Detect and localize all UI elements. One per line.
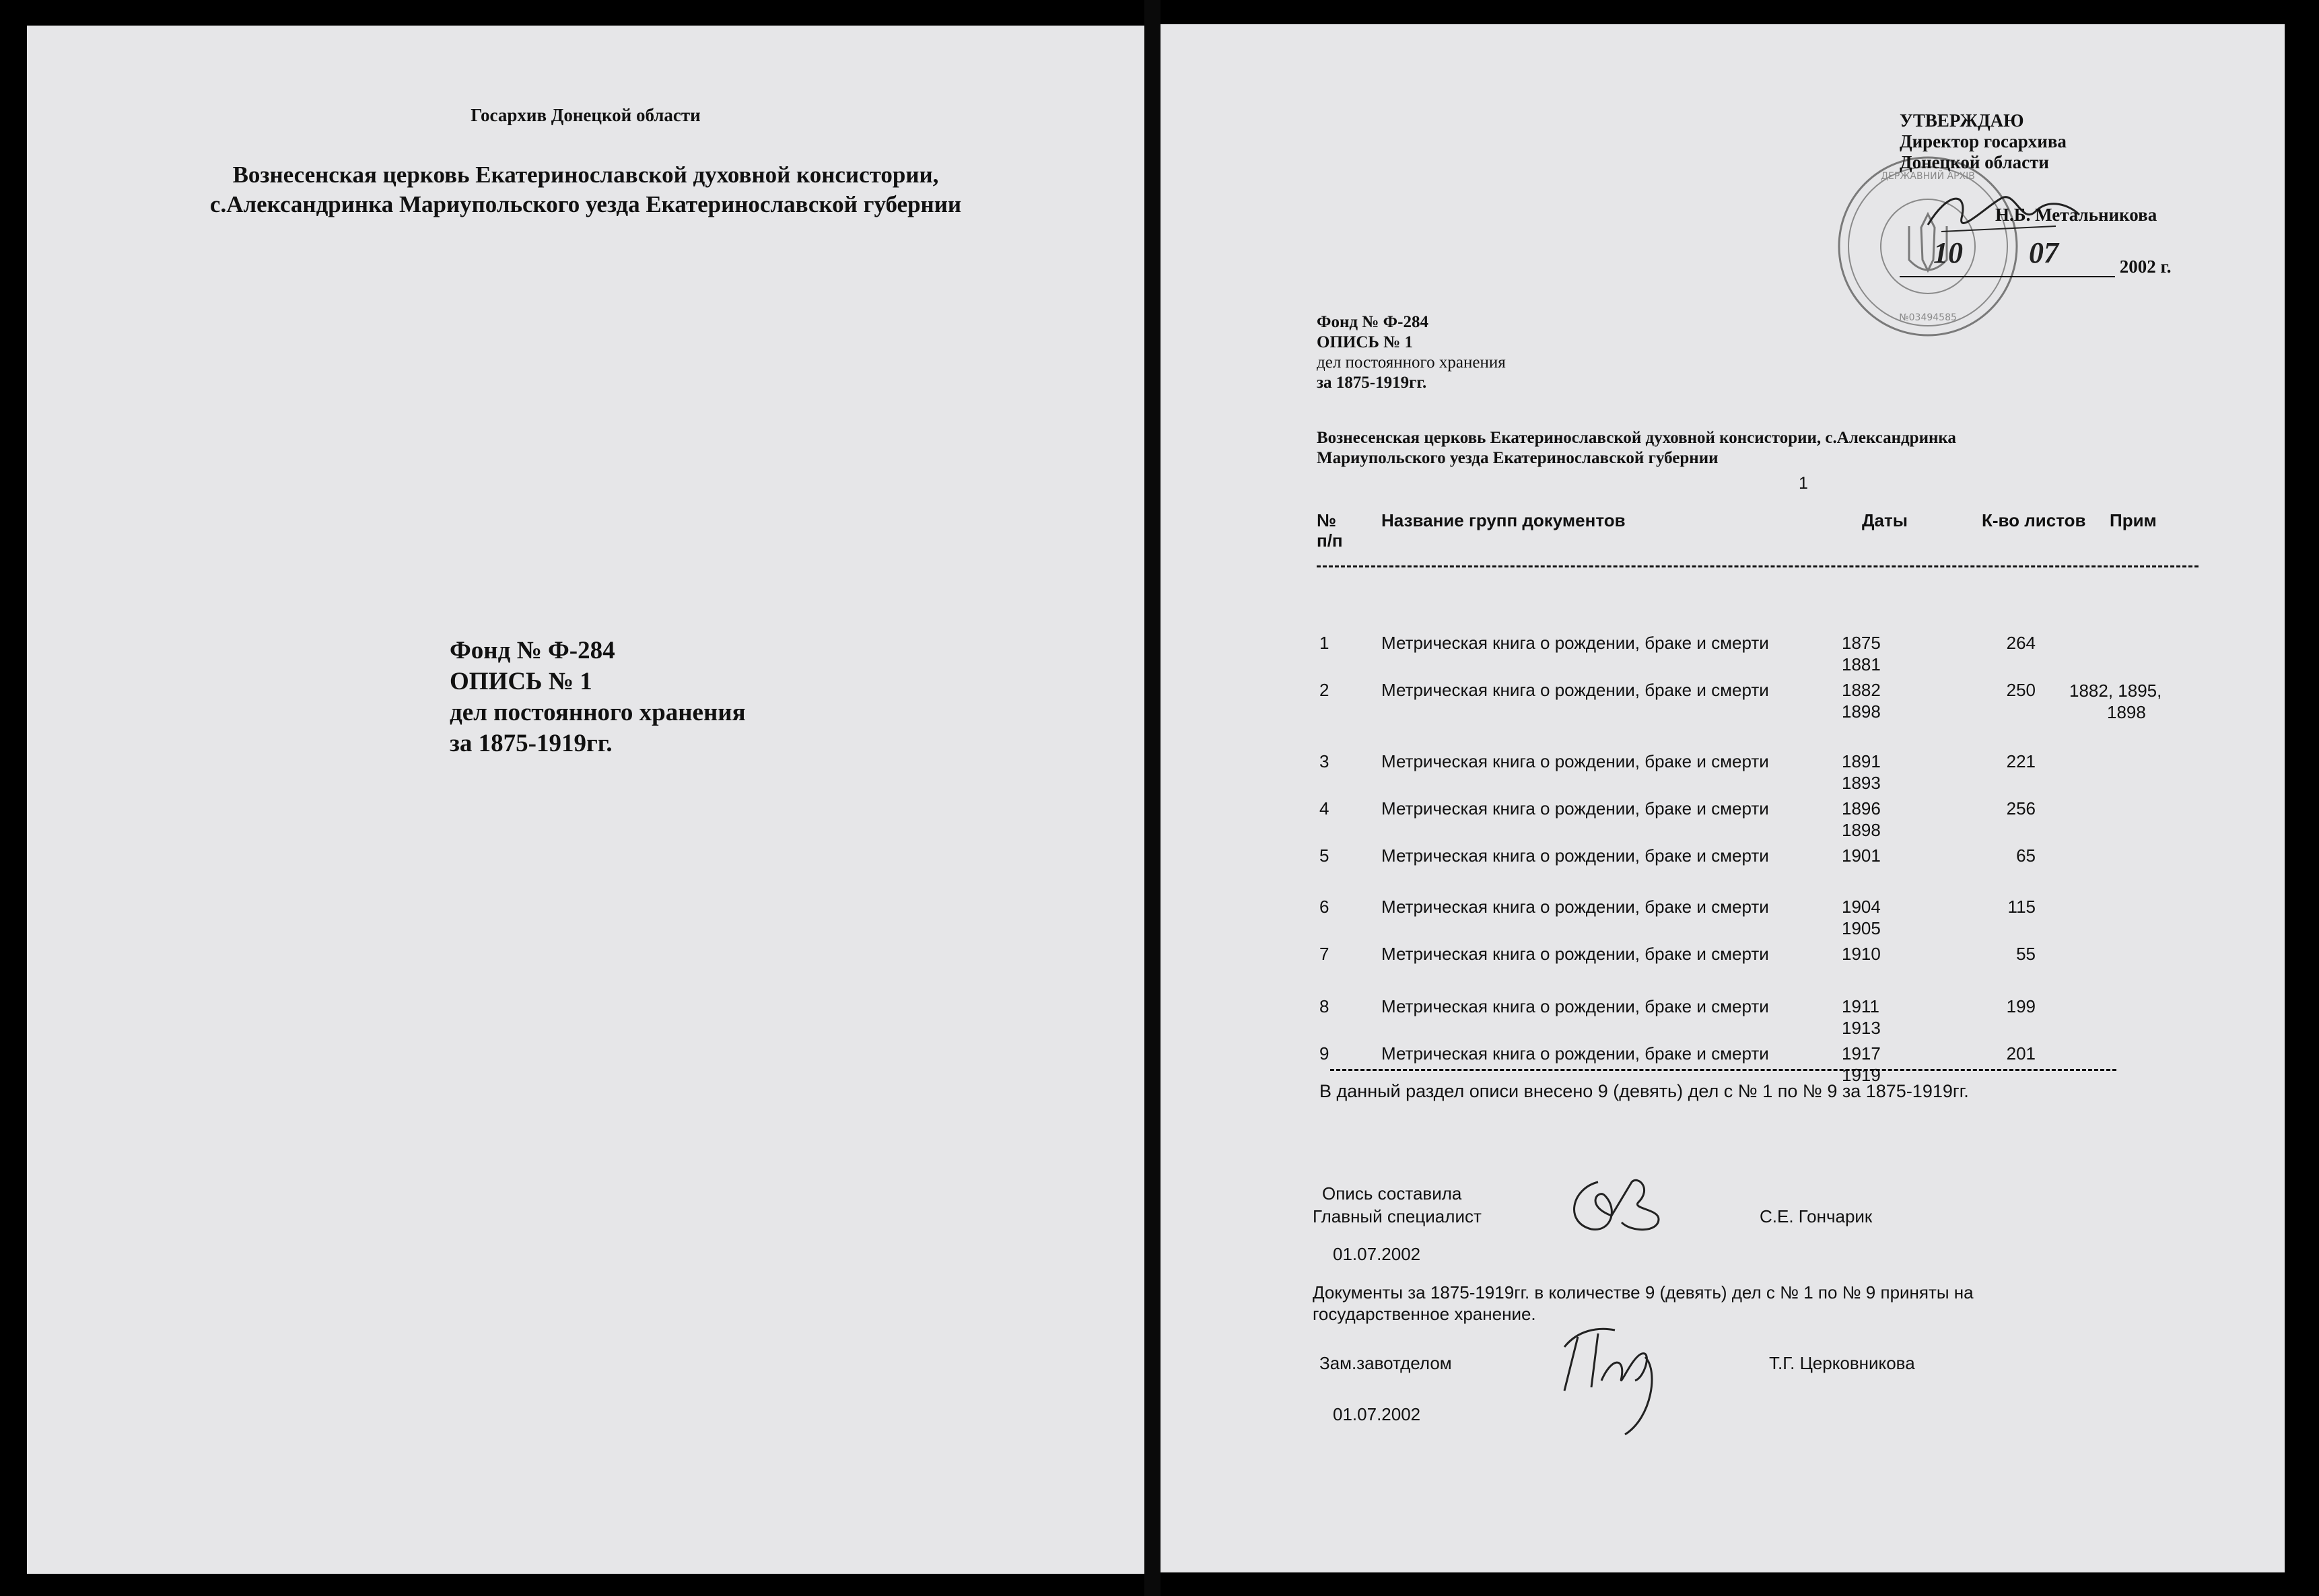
row-note-line-2: 1898 bbox=[2107, 702, 2146, 722]
header-group-name: Название групп документов bbox=[1381, 510, 1626, 530]
fond-number-right: Фонд № Ф-284 bbox=[1317, 313, 1428, 331]
acceptance-line-2: государственное хранение. bbox=[1313, 1304, 1536, 1324]
church-title-right bbox=[1317, 428, 1956, 469]
table-row bbox=[1161, 944, 2285, 998]
header-dates: Даты bbox=[1862, 510, 1908, 530]
table-row bbox=[1161, 845, 2285, 899]
row-number: 1 bbox=[1319, 633, 1329, 653]
row-number: 5 bbox=[1319, 845, 1329, 866]
compiled-by-role: Главный специалист bbox=[1313, 1206, 1482, 1226]
storage-type: дел постоянного хранения bbox=[450, 699, 746, 726]
header-number-line-1: № bbox=[1317, 510, 1336, 530]
compiled-date: 01.07.2002 bbox=[1333, 1244, 1421, 1264]
row-date-start: 1882 bbox=[1842, 680, 1881, 700]
archive-name: Госархив Донецкой области bbox=[471, 105, 701, 125]
date-underline bbox=[1900, 236, 2115, 277]
table-row bbox=[1161, 897, 2285, 950]
fond-block bbox=[450, 635, 746, 759]
archive-seal-stamp bbox=[1834, 152, 2022, 341]
compiler-signature bbox=[1558, 1169, 1665, 1243]
row-date-start: 1910 bbox=[1842, 944, 1881, 964]
table-row bbox=[1161, 751, 2285, 805]
row-sheet-count: 256 bbox=[2006, 798, 2036, 819]
table-row bbox=[1161, 680, 2285, 734]
compiled-by-name: С.Е. Гончарик bbox=[1760, 1206, 1873, 1226]
approval-date bbox=[1900, 236, 2172, 277]
row-sheet-count: 201 bbox=[2006, 1043, 2036, 1064]
row-date-start: 1891 bbox=[1842, 751, 1881, 771]
header-note: Прим bbox=[2110, 510, 2157, 530]
church-title-line-2: с.Александринка Мариупольского уезда Екатеринославской губернии bbox=[209, 191, 962, 217]
approval-block bbox=[1900, 110, 2067, 173]
svg-text:№03494585: №03494585 bbox=[1899, 312, 1957, 323]
row-sheet-count: 55 bbox=[2016, 944, 2036, 964]
deputy-signature bbox=[1551, 1317, 1672, 1445]
director-name: Н.Б. Метальникова bbox=[1995, 205, 2157, 225]
date-year: 2002 г. bbox=[2119, 256, 2172, 277]
period-right: за 1875-1919гг. bbox=[1317, 374, 1427, 392]
header-number-line-2: п/п bbox=[1317, 530, 1343, 551]
row-sheet-count: 199 bbox=[2006, 996, 2036, 1016]
row-number: 8 bbox=[1319, 996, 1329, 1016]
fond-block-right bbox=[1317, 312, 1506, 393]
date-month: 07 bbox=[2029, 236, 2058, 269]
row-date-end: 1905 bbox=[1842, 918, 1881, 938]
row-date-start: 1917 bbox=[1842, 1043, 1881, 1064]
period: за 1875-1919гг. bbox=[450, 730, 613, 757]
header-number bbox=[1317, 510, 1343, 551]
row-number: 9 bbox=[1319, 1043, 1329, 1064]
storage-type-right: дел постоянного хранения bbox=[1317, 353, 1506, 372]
fond-number: Фонд № Ф-284 bbox=[450, 637, 615, 664]
deputy-name: Т.Г. Церковникова bbox=[1769, 1353, 1915, 1373]
church-title bbox=[27, 160, 1144, 219]
left-title-page bbox=[27, 26, 1144, 1574]
date-day: 10 bbox=[1933, 236, 1963, 269]
row-number: 7 bbox=[1319, 944, 1329, 964]
row-doc-name: Метрическая книга о рождении, браке и смерти bbox=[1381, 996, 1769, 1016]
director-title-1: Директор госархива bbox=[1900, 131, 2067, 151]
row-doc-name: Метрическая книга о рождении, браке и смерти bbox=[1381, 845, 1769, 866]
row-doc-name: Метрическая книга о рождении, браке и смерти bbox=[1381, 897, 1769, 917]
table-row bbox=[1161, 996, 2285, 1050]
row-date-end: 1898 bbox=[1842, 820, 1881, 840]
deputy-date: 01.07.2002 bbox=[1333, 1404, 1421, 1424]
row-date-end: 1913 bbox=[1842, 1018, 1881, 1038]
table-top-rule bbox=[1317, 565, 2199, 567]
right-inventory-page bbox=[1161, 24, 2285, 1572]
row-doc-name: Метрическая книга о рождении, браке и смерти bbox=[1381, 944, 1769, 964]
table-row bbox=[1161, 798, 2285, 852]
acceptance-line-1: Документы за 1875-1919гг. в количестве 9 (девять) дел с № 1 по № 9 приняты на bbox=[1313, 1282, 1974, 1303]
row-note bbox=[2069, 680, 2161, 723]
table-row bbox=[1161, 633, 2285, 687]
compiled-by-title: Опись составила bbox=[1322, 1183, 1462, 1204]
row-date-start: 1875 bbox=[1842, 633, 1881, 653]
book-spine bbox=[1144, 0, 1161, 1596]
row-sheet-count: 221 bbox=[2006, 751, 2036, 771]
svg-text:ДЕРЖАВНИЙ АРХІВ: ДЕРЖАВНИЙ АРХІВ bbox=[1881, 171, 1975, 182]
director-title-2: Донецкой области bbox=[1900, 152, 2049, 172]
opis-number-right: ОПИСЬ № 1 bbox=[1317, 333, 1414, 351]
row-date-end: 1919 bbox=[1842, 1065, 1881, 1085]
row-number: 2 bbox=[1319, 680, 1329, 700]
approve-heading: УТВЕРЖДАЮ bbox=[1900, 110, 2024, 131]
row-date-end: 1881 bbox=[1842, 654, 1881, 674]
row-date-start: 1901 bbox=[1842, 845, 1881, 866]
row-doc-name: Метрическая книга о рождении, браке и смерти bbox=[1381, 751, 1769, 771]
summary-statement: В данный раздел описи внесено 9 (девять) дел с № 1 по № 9 за 1875-1919гг. bbox=[1319, 1081, 1969, 1101]
row-note-line-1: 1882, 1895, bbox=[2069, 681, 2162, 701]
header-sheet-count: К-во листов bbox=[1982, 510, 2086, 530]
row-doc-name: Метрическая книга о рождении, браке и смерти bbox=[1381, 1043, 1769, 1064]
row-sheet-count: 264 bbox=[2006, 633, 2036, 653]
row-date-start: 1904 bbox=[1842, 897, 1881, 917]
church-title-right-line-2: Мариупольского уезда Екатеринославской губернии bbox=[1317, 449, 1719, 467]
row-number: 4 bbox=[1319, 798, 1329, 819]
row-date-end: 1893 bbox=[1842, 773, 1881, 793]
church-title-line-1: Вознесенская церковь Екатеринославской духовной консистории, bbox=[232, 162, 939, 188]
row-sheet-count: 250 bbox=[2006, 680, 2036, 700]
opis-number: ОПИСЬ № 1 bbox=[450, 668, 592, 695]
page-number: 1 bbox=[1799, 474, 1808, 493]
row-doc-name: Метрическая книга о рождении, браке и смерти bbox=[1381, 680, 1769, 700]
church-title-right-line-1: Вознесенская церковь Екатеринославской духовной консистории, с.Александринка bbox=[1317, 429, 1956, 447]
row-date-start: 1896 bbox=[1842, 798, 1881, 819]
row-date-start: 1911 bbox=[1842, 996, 1879, 1016]
row-sheet-count: 65 bbox=[2016, 845, 2036, 866]
row-doc-name: Метрическая книга о рождении, браке и смерти bbox=[1381, 798, 1769, 819]
row-date-end: 1898 bbox=[1842, 701, 1881, 722]
row-number: 6 bbox=[1319, 897, 1329, 917]
row-sheet-count: 115 bbox=[2007, 897, 2036, 917]
row-number: 3 bbox=[1319, 751, 1329, 771]
table-bottom-rule bbox=[1330, 1069, 2116, 1071]
row-doc-name: Метрическая книга о рождении, браке и смерти bbox=[1381, 633, 1769, 653]
deputy-role: Зам.завотделом bbox=[1319, 1353, 1452, 1373]
